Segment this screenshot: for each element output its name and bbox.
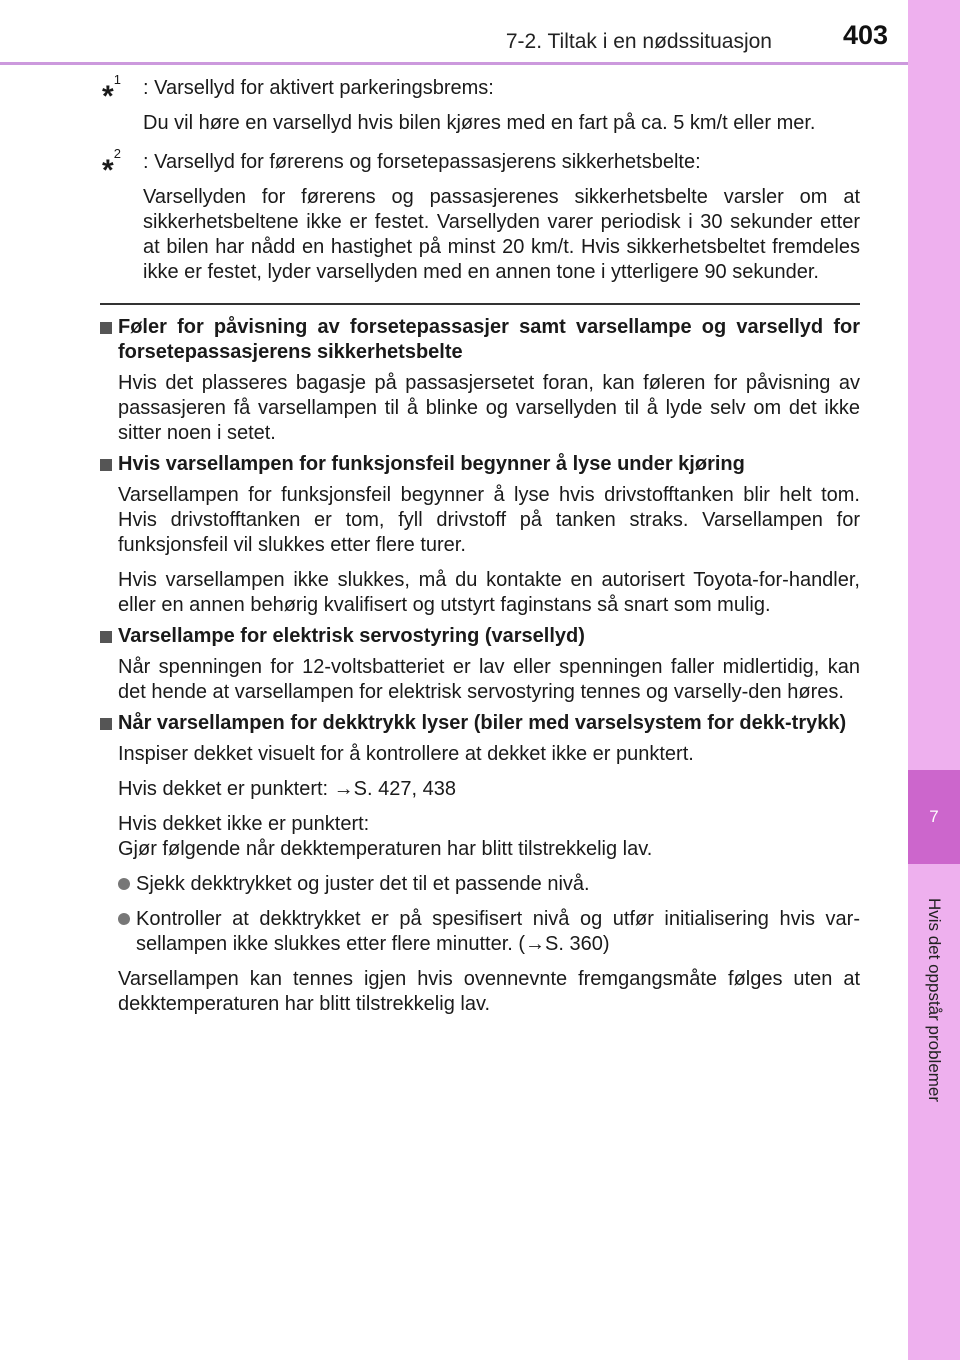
- square-bullet-icon: [100, 459, 112, 471]
- list-item: Kontroller at dekktrykket er på spesifisert nivå og utfør initialisering hvis var-sellampen ikke slukkes etter flere minutter. (→S. 360): [118, 907, 860, 957]
- paragraph: Inspiser dekket visuelt for å kontrollere at dekket ikke er punktert.: [118, 743, 694, 765]
- square-bullet-icon: [100, 631, 112, 643]
- page-content: [100, 70, 860, 1017]
- section-heading: Når varsellampen for dekktrykk lyser (biler med varselsystem for dekk-trykk): [100, 711, 860, 736]
- header-rule: [0, 62, 908, 65]
- round-bullet-icon: [118, 878, 130, 890]
- paragraph: Varsellampen for funksjonsfeil begynner å lyse hvis drivstofftanken blir helt tom. Hvis drivstofftanken er tom, fyll drivstoff på tanken straks. Varsellampen for funksjonsfeil vil slukkes etter flere turer.: [118, 484, 860, 556]
- footnote-marker: *$^2$: [102, 146, 121, 187]
- square-bullet-icon: [100, 322, 112, 334]
- page-reference-link[interactable]: →S. 427, 438: [333, 778, 456, 800]
- page-number: 403: [842, 20, 888, 50]
- round-bullet-icon: [118, 913, 130, 925]
- page-reference-link[interactable]: (→S. 360): [518, 933, 610, 955]
- paragraph: Varsellampen kan tennes igjen hvis ovennevnte fremgangsmåte følges uten at dekktemperaturen har blitt tilstrekkelig lav.: [118, 968, 860, 1015]
- chapter-number: 7: [908, 770, 960, 864]
- footnote-2: [100, 146, 860, 285]
- section-heading: Hvis varsellampen for funksjonsfeil begynner å lyse under kjøring: [100, 452, 860, 477]
- paragraph: Når spenningen for 12-voltsbatteriet er lav eller spenningen faller midlertidig, kan det hende at varsellampen for elektrisk servostyring tennes og varselly-den høres.: [118, 656, 860, 703]
- section-power-steering: [100, 624, 860, 705]
- section-malfunction-lamp: [100, 452, 860, 618]
- section-divider: [100, 303, 860, 305]
- footnote-text: Du vil høre en varsellyd hvis bilen kjøres med en fart på ca. 5 km/t eller mer.: [143, 112, 816, 134]
- paragraph: Hvis dekket ikke er punktert: Gjør følgende når dekktemperaturen har blitt tilstrekkelig lav.: [118, 813, 653, 860]
- footnote-heading: : Varsellyd for aktivert parkeringsbrems:: [143, 77, 494, 99]
- paragraph: Hvis det plasseres bagasje på passasjersetet foran, kan føleren for påvisning av passasjeren få varsellampen til å blinke og varsellyden til å lyde selv om det ikke sitter noen i setet.: [118, 372, 860, 444]
- footnote-1: [100, 72, 860, 136]
- footnote-marker: *$^1$: [102, 72, 121, 113]
- paragraph-with-reference: Hvis dekket er punktert: →S. 427, 438: [118, 778, 456, 800]
- section-title: 7-2. Tiltak i en nødssituasjon: [505, 30, 772, 53]
- section-heading: Varsellampe for elektrisk servostyring (varsellyd): [100, 624, 860, 649]
- paragraph: Hvis varsellampen ikke slukkes, må du kontakte en autorisert Toyota-for-handler, eller en annen behørig kvalifisert og utstyrt faginstans så snart som mulig.: [118, 569, 860, 616]
- page-header: [0, 0, 908, 70]
- section-passenger-sensor: [100, 315, 860, 446]
- list-item: Sjekk dekktrykket og juster det til et passende nivå.: [118, 872, 860, 897]
- section-heading: Føler for påvisning av forsetepassasjer samt varsellampe og varsellyd for forsetepassasjerens sikkerhetsbelte: [100, 315, 860, 365]
- chapter-side-tab: [908, 0, 960, 1360]
- footnote-heading: : Varsellyd for førerens og forsetepassasjerens sikkerhetsbelte:: [143, 151, 701, 173]
- footnote-text: Varsellyden for førerens og passasjerenes sikkerhetsbelte varsler om at sikkerhetsbeltene ikke er festet. Varsellyden varer periodisk i 30 sekunder etter at bilen har nådd en hastighet på minst 20 km/t. Hvis sikkerhetsbeltet fremdeles ikke er festet, lyder varsellyden med en annen tone i ytterligere 90 sekunder.: [143, 186, 860, 283]
- section-tire-pressure: [100, 711, 860, 1017]
- chapter-title: Hvis det oppstår problemer: [925, 897, 944, 1103]
- square-bullet-icon: [100, 718, 112, 730]
